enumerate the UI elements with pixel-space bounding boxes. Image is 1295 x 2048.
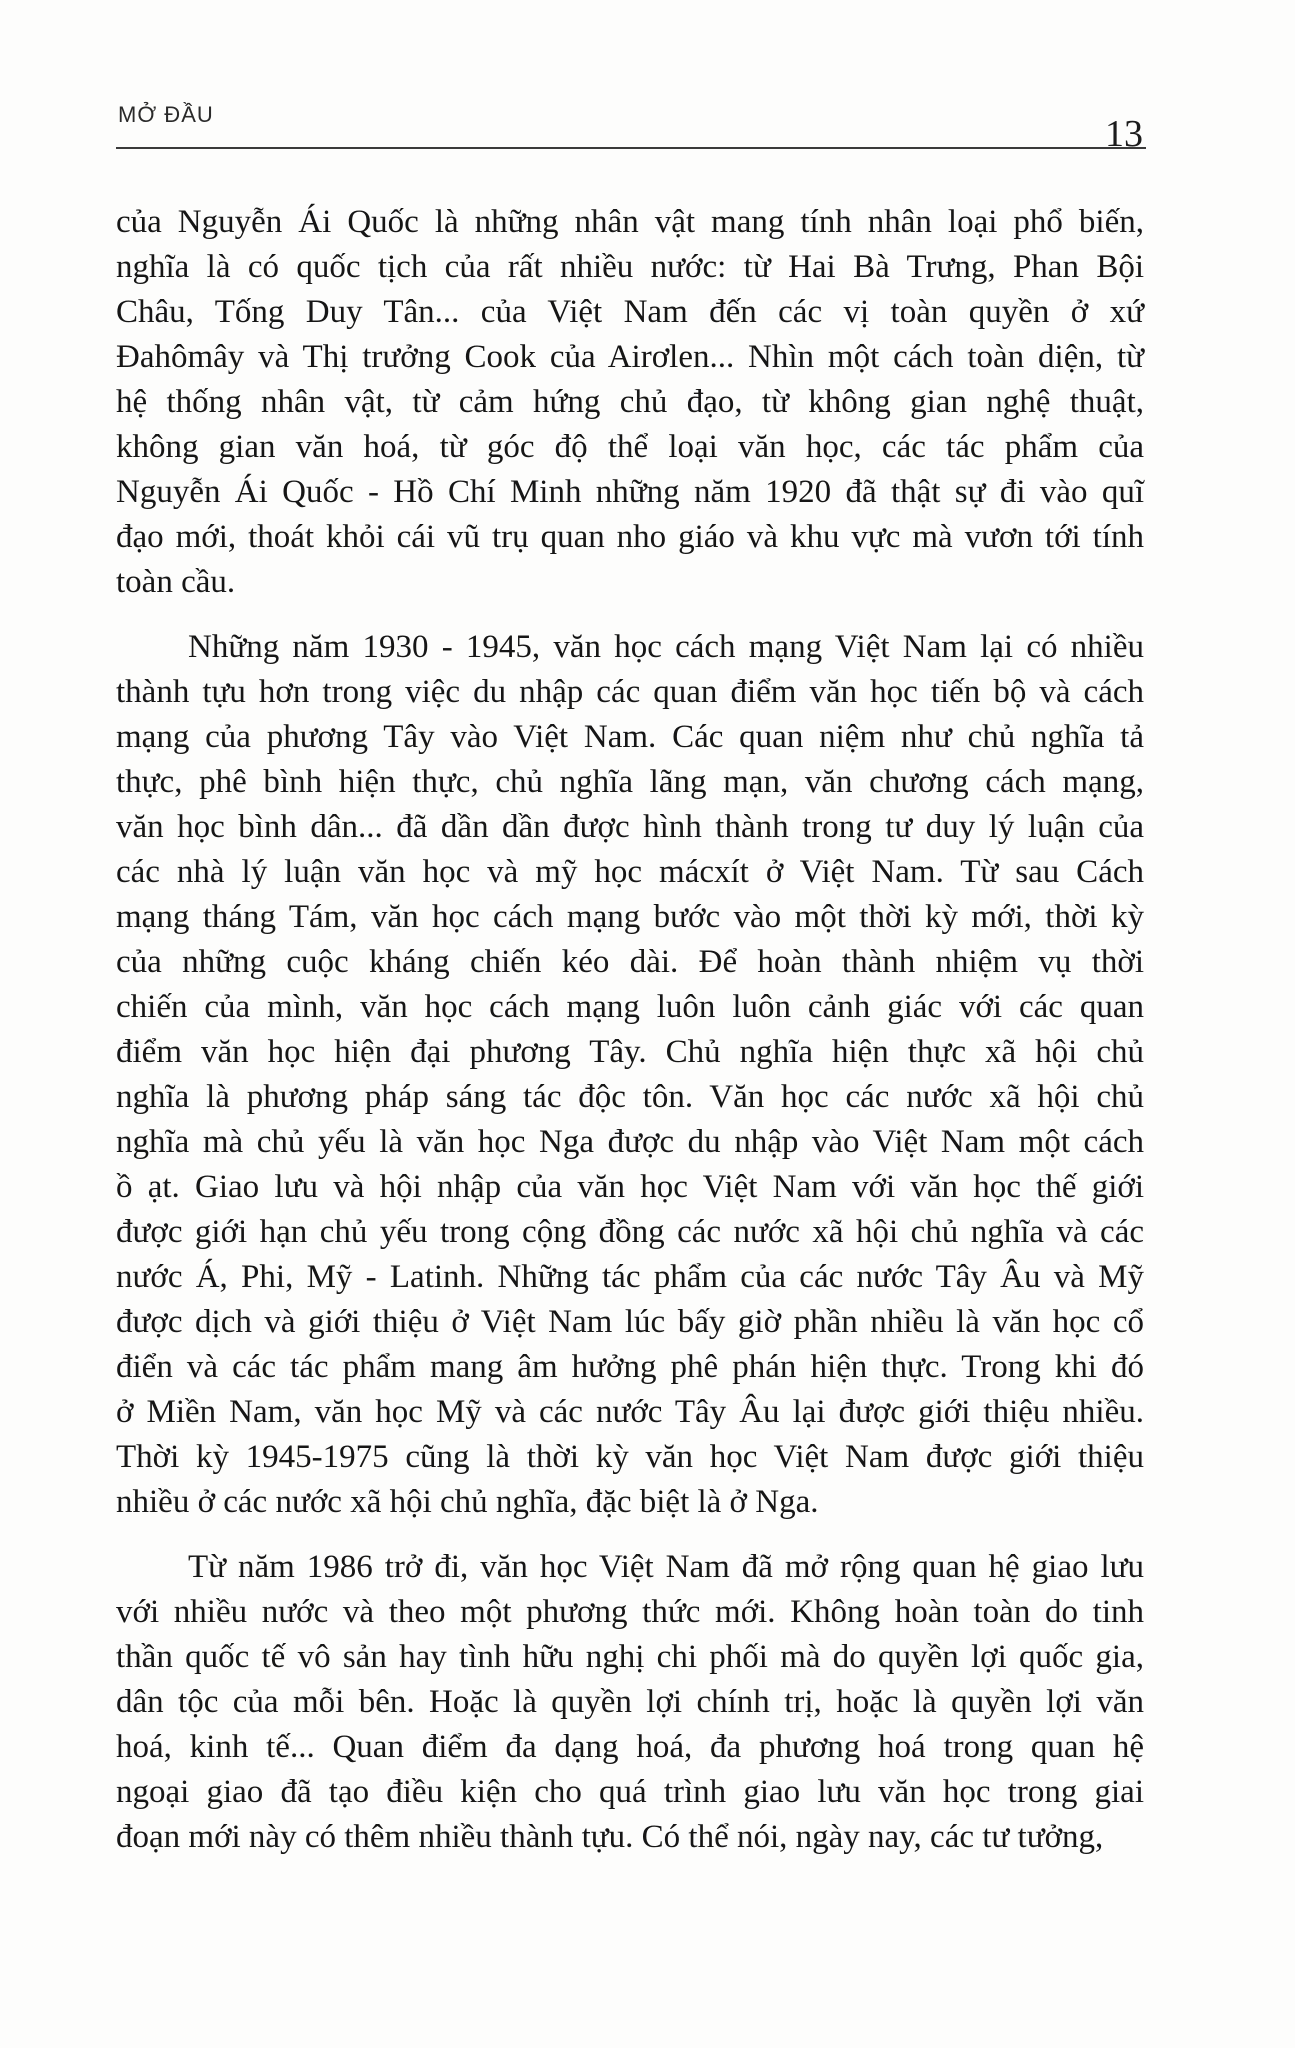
text-line: được dịch và giới thiệu ở Việt Nam lúc bấy giờ phần nhiều là văn học cổ [116, 1304, 1144, 1340]
text-line: được giới hạn chủ yếu trong cộng đồng các nước xã hội chủ nghĩa và các [116, 1214, 1144, 1250]
text-line: Những năm 1930 - 1945, văn học cách mạng Việt Nam lại có nhiều [188, 629, 1144, 665]
text-line: điểm văn học hiện đại phương Tây. Chủ nghĩa hiện thực xã hội chủ [116, 1034, 1144, 1070]
text-line: nghĩa là phương pháp sáng tác độc tôn. Văn học các nước xã hội chủ [116, 1079, 1144, 1115]
text-line: văn học bình dân... đã dần dần được hình thành trong tư duy lý luận của [116, 809, 1144, 845]
text-line: đoạn mới này có thêm nhiều thành tựu. Có thể nói, ngày nay, các tư tưởng, [116, 1819, 1104, 1855]
text-line: nước Á, Phi, Mỹ - Latinh. Những tác phẩm của các nước Tây Âu và Mỹ [116, 1259, 1144, 1295]
text-line: hệ thống nhân vật, từ cảm hứng chủ đạo, từ không gian nghệ thuật, [116, 384, 1144, 420]
text-line: điển và các tác phẩm mang âm hưởng phê phán hiện thực. Trong khi đó [116, 1349, 1144, 1385]
body-text [116, 200, 1144, 1880]
text-line: hoá, kinh tế... Quan điểm đa dạng hoá, đa phương hoá trong quan hệ [116, 1729, 1144, 1765]
text-line: Thời kỳ 1945-1975 cũng là thời kỳ văn học Việt Nam được giới thiệu [116, 1439, 1144, 1475]
paragraph-1 [116, 200, 1144, 605]
running-head: MỞ ĐẦU [118, 102, 214, 127]
page-number: 13 [1105, 113, 1143, 155]
text-line: nghĩa là có quốc tịch của rất nhiều nước: từ Hai Bà Trưng, Phan Bội [116, 249, 1144, 285]
text-line: thành tựu hơn trong việc du nhập các quan điểm văn học tiến bộ và cách [116, 674, 1144, 710]
text-line: chiến của mình, văn học cách mạng luôn luôn cảnh giác với các quan [116, 989, 1144, 1025]
text-line: với nhiều nước và theo một phương thức mới. Không hoàn toàn do tinh [116, 1594, 1144, 1630]
text-line: ngoại giao đã tạo điều kiện cho quá trình giao lưu văn học trong giai [116, 1774, 1144, 1810]
text-line: Đahômây và Thị trưởng Cook của Airơlen... Nhìn một cách toàn diện, từ [116, 339, 1144, 375]
text-line: của Nguyễn Ái Quốc là những nhân vật mang tính nhân loại phổ biến, [116, 204, 1144, 240]
text-line: nghĩa mà chủ yếu là văn học Nga được du nhập vào Việt Nam một cách [116, 1124, 1144, 1160]
text-line: đạo mới, thoát khỏi cái vũ trụ quan nho giáo và khu vực mà vươn tới tính [116, 519, 1144, 555]
text-line: ồ ạt. Giao lưu và hội nhập của văn học Việt Nam với văn học thế giới [116, 1169, 1144, 1205]
text-line: dân tộc của mỗi bên. Hoặc là quyền lợi chính trị, hoặc là quyền lợi văn [116, 1684, 1144, 1720]
text-line: không gian văn hoá, từ góc độ thể loại văn học, các tác phẩm của [116, 429, 1144, 465]
text-line: nhiều ở các nước xã hội chủ nghĩa, đặc biệt là ở Nga. [116, 1484, 819, 1520]
text-line: của những cuộc kháng chiến kéo dài. Để hoàn thành nhiệm vụ thời [116, 944, 1144, 980]
text-line: ở Miền Nam, văn học Mỹ và các nước Tây Âu lại được giới thiệu nhiều. [116, 1394, 1144, 1430]
paragraph-3 [116, 1545, 1144, 1860]
text-line: thực, phê bình hiện thực, chủ nghĩa lãng mạn, văn chương cách mạng, [116, 764, 1144, 800]
text-line: toàn cầu. [116, 564, 236, 600]
text-line: các nhà lý luận văn học và mỹ học mácxít ở Việt Nam. Từ sau Cách [116, 854, 1144, 890]
text-line: mạng tháng Tám, văn học cách mạng bước vào một thời kỳ mới, thời kỳ [116, 899, 1144, 935]
text-line: mạng của phương Tây vào Việt Nam. Các quan niệm như chủ nghĩa tả [116, 719, 1144, 755]
text-line: Châu, Tống Duy Tân... của Việt Nam đến các vị toàn quyền ở xứ [116, 294, 1144, 330]
header-rule [116, 147, 1146, 149]
text-line: thần quốc tế vô sản hay tình hữu nghị chi phối mà do quyền lợi quốc gia, [116, 1639, 1144, 1675]
paragraph-2 [116, 625, 1144, 1525]
text-line: Nguyễn Ái Quốc - Hồ Chí Minh những năm 1920 đã thật sự đi vào quĩ [116, 474, 1144, 510]
text-line: Từ năm 1986 trở đi, văn học Việt Nam đã mở rộng quan hệ giao lưu [188, 1549, 1144, 1585]
